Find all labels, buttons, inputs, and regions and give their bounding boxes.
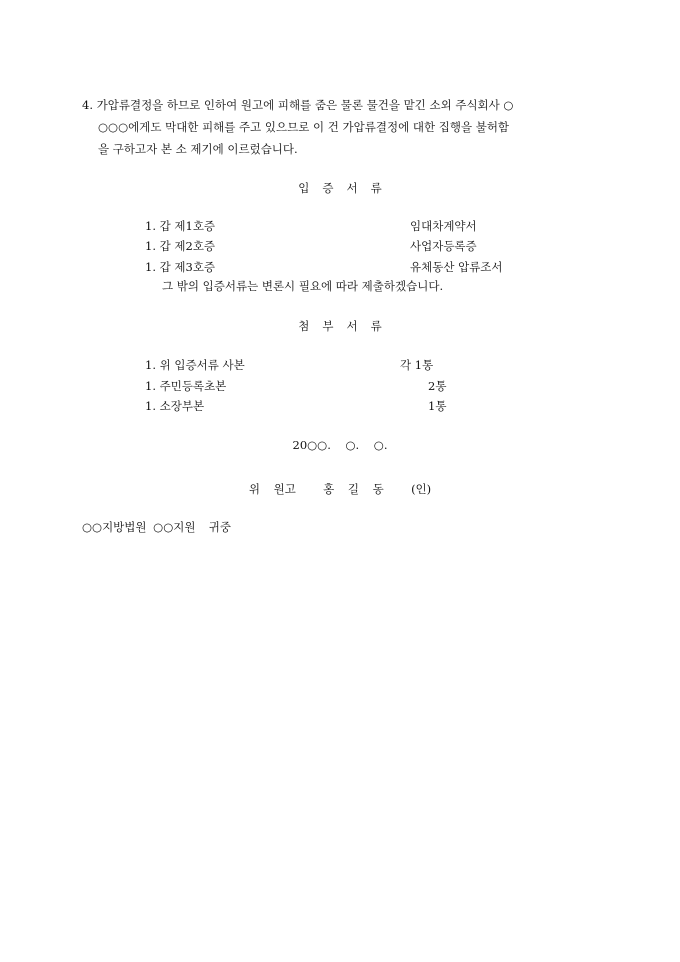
evidence-item-label: 1. 갑 제1호증 bbox=[145, 219, 216, 233]
paragraph-line: 4. 가압류결정을 하므로 인하여 원고에 피해를 줌은 물론 물건을 맡긴 소외 주식회사 ○ bbox=[82, 98, 514, 112]
paragraph-line: ○○○에게도 막대한 피해를 주고 있으므로 이 건 가압류결정에 대한 집행을 불허함 bbox=[98, 120, 510, 134]
plaintiff-signature-line: 위 원고 홍 길 동 (인) bbox=[248, 482, 432, 496]
court-addressee: ○○지방법원 ○○지원 귀중 bbox=[82, 520, 231, 534]
evidence-item-doc: 임대차계약서 bbox=[410, 219, 477, 233]
attachments-heading: 첨부서류 bbox=[298, 319, 395, 333]
attachment-item-label: 1. 소장부본 bbox=[145, 399, 205, 413]
attachment-item-label: 1. 주민등록초본 bbox=[145, 379, 227, 393]
evidence-item-doc: 사업자등록증 bbox=[410, 239, 477, 253]
evidence-item-label: 1. 갑 제3호증 bbox=[145, 260, 216, 274]
attachment-item-count: 2통 bbox=[428, 379, 447, 393]
attachment-item-count: 1통 bbox=[428, 399, 447, 413]
evidence-note: 그 밖의 입증서류는 변론시 필요에 따라 제출하겠습니다. bbox=[162, 279, 444, 293]
evidence-heading: 입증서류 bbox=[298, 181, 395, 195]
evidence-item-doc: 유체동산 압류조서 bbox=[410, 260, 503, 274]
claim-paragraph bbox=[82, 94, 602, 160]
attachment-item-label: 1. 위 입증서류 사본 bbox=[145, 358, 245, 372]
paragraph-line: 을 구하고자 본 소 제기에 이르렀습니다. bbox=[98, 142, 298, 156]
evidence-item-label: 1. 갑 제2호증 bbox=[145, 239, 216, 253]
attachment-item-count: 각 1통 bbox=[400, 358, 434, 372]
document-date: 20○○. ○. ○. bbox=[292, 438, 388, 452]
